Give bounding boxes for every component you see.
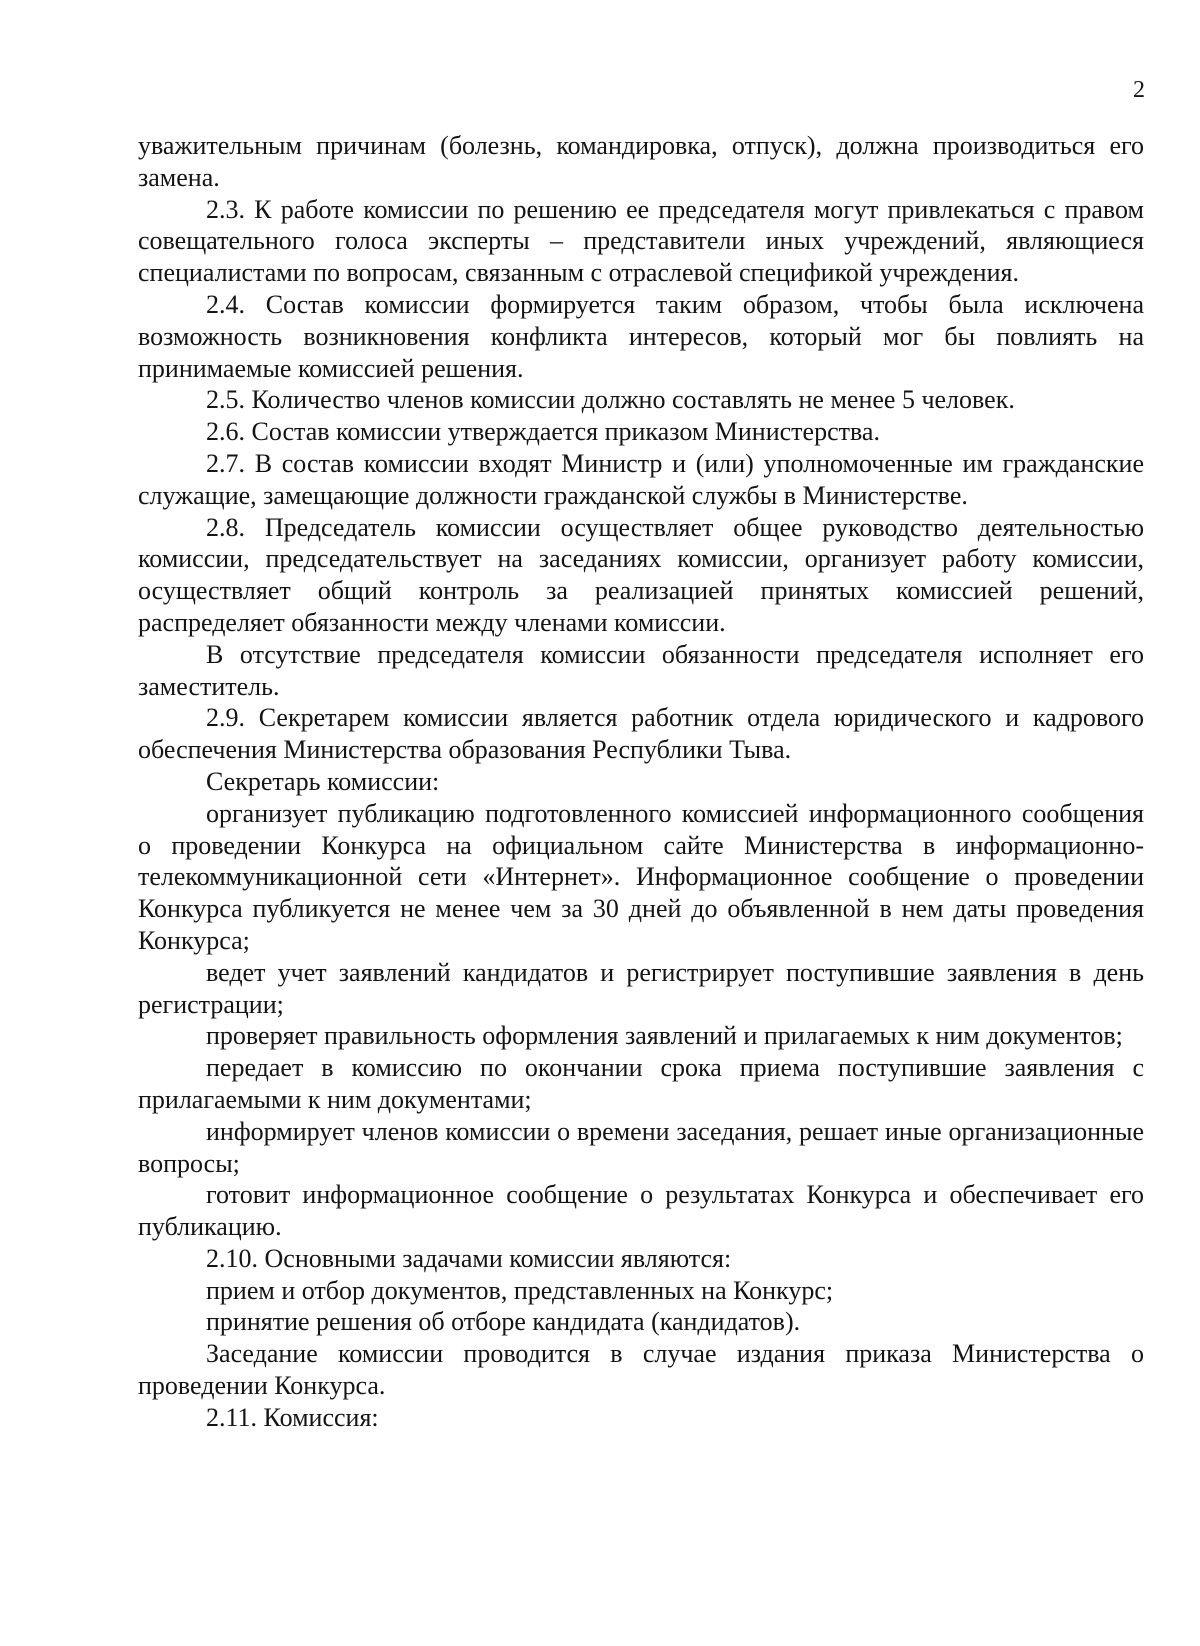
document-body [138, 130, 1144, 1434]
paragraph-2-3: 2.3. К работе комиссии по решению ее председателя могут привлекаться с правом совещательного голоса эксперты – представители иных учреждений, являющиеся специалистами по вопросам, связанным с отраслевой спецификой учреждения. [138, 194, 1144, 288]
paragraph-task-decision: принятие решения об отборе кандидата (кандидатов). [206, 1307, 801, 1337]
paragraph-2-7: 2.7. В состав комиссии входят Министр и (или) уполномоченные им гражданские служащие, замещающие должности гражданской службы в Министерстве. [138, 448, 1144, 510]
paragraph-2-5: 2.5. Количество членов комиссии должно составлять не менее 5 человек. [206, 385, 1015, 415]
paragraph-chair-absence: В отсутствие председателя комиссии обязанности председателя исполняет его заместитель. [138, 639, 1144, 701]
paragraph-2-8: 2.8. Председатель комиссии осуществляет общее руководство деятельностью комиссии, председательствует на заседаниях комиссии, организует работу комиссии, осуществляет общий контроль за реализацией принятых комиссией решений, распределяет обязанности между членами комиссии. [138, 512, 1144, 637]
paragraph-2-6: 2.6. Состав комиссии утверждается приказом Министерства. [206, 417, 880, 447]
paragraph-secretary-results: готовит информационное сообщение о результатах Конкурса и обеспечивает его публикацию. [138, 1180, 1144, 1242]
paragraph-secretary-heading: Секретарь комиссии: [206, 766, 440, 796]
paragraph-secretary-registration: ведет учет заявлений кандидатов и регистрирует поступившие заявления в день регистрации; [138, 957, 1144, 1019]
paragraph-2-11: 2.11. Комиссия: [206, 1402, 379, 1432]
page-number: 2 [1133, 77, 1145, 103]
paragraph-2-10: 2.10. Основными задачами комиссии являются: [206, 1243, 732, 1273]
paragraph-2-4: 2.4. Состав комиссии формируется таким образом, чтобы была исключена возможность возникновения конфликта интересов, который мог бы повлиять на принимаемые комиссией решения. [138, 289, 1144, 383]
paragraph-secretary-check: проверяет правильность оформления заявлений и прилагаемых к ним документов; [206, 1021, 1123, 1051]
paragraph-secretary-transfer: передает в комиссию по окончании срока приема поступившие заявления с прилагаемыми к ним документами; [138, 1053, 1144, 1114]
paragraph-secretary-publication: организует публикацию подготовленного комиссией информационного сообщения о проведении Конкурса на официальном сайте Министерства в информационно-телекоммуникационной сети «Интернет». Информационное сообщение о проведении Конкурса публикуется не менее чем за 30 дней до объявленной в нем даты проведения Конкурса; [138, 798, 1144, 955]
paragraph-secretary-inform: информирует членов комиссии о времени заседания, решает иные организационные вопросы; [138, 1116, 1144, 1178]
paragraph-replacement-continuation: уважительным причинам (болезнь, командировка, отпуск), должна производиться его замена. [138, 131, 1144, 192]
paragraph-meeting-condition: Заседание комиссии проводится в случае издания приказа Министерства о проведении Конкурса. [138, 1339, 1144, 1401]
paragraph-2-9: 2.9. Секретарем комиссии является работник отдела юридического и кадрового обеспечения Министерства образования Республики Тыва. [138, 703, 1144, 765]
paragraph-task-reception: прием и отбор документов, представленных на Конкурс; [206, 1275, 834, 1305]
